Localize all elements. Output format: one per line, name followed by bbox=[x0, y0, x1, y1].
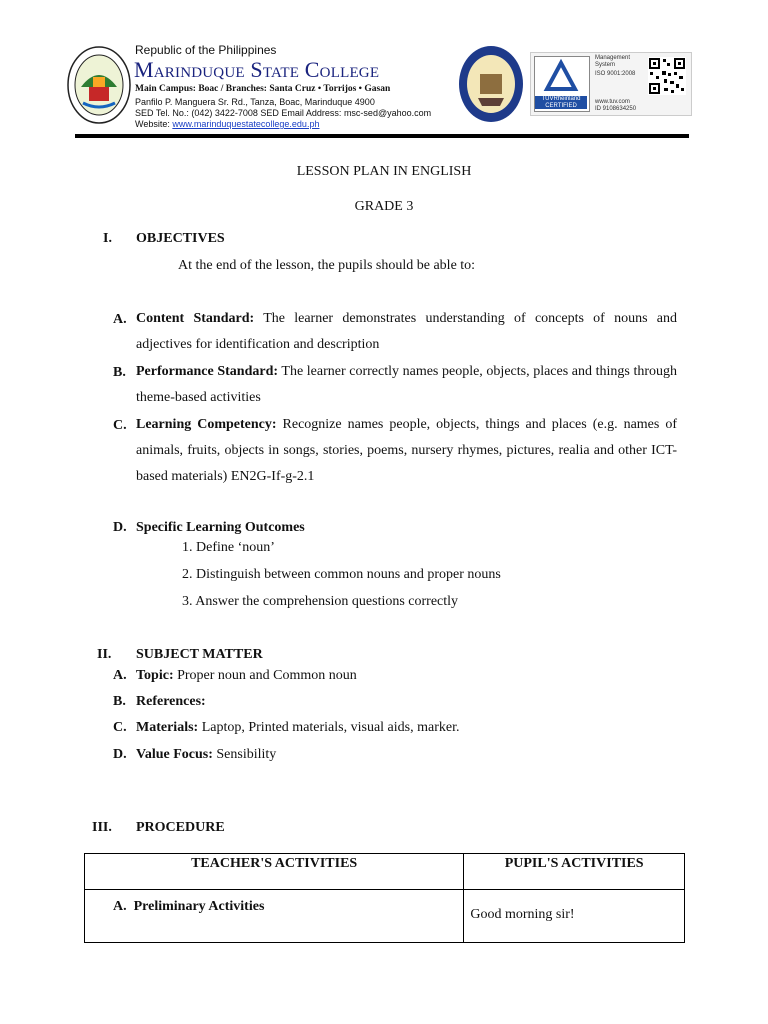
materials-line bbox=[136, 720, 459, 736]
tuv-triangle-icon bbox=[535, 57, 587, 97]
cert-iso: ISO 9001:2008 bbox=[595, 71, 636, 77]
performance-standard bbox=[136, 359, 677, 411]
qr-code-icon bbox=[648, 57, 686, 95]
tuv-name: TÜVRheinland bbox=[541, 96, 581, 102]
grade-title: GRADE 3 bbox=[354, 199, 414, 214]
learning-competency bbox=[136, 412, 677, 490]
materials-letter: C. bbox=[113, 720, 127, 735]
education-seal-logo bbox=[458, 44, 524, 124]
teacher-cell bbox=[85, 890, 464, 943]
learning-competency-letter: C. bbox=[113, 418, 127, 433]
value-focus-line bbox=[136, 747, 276, 763]
learning-competency-text: Recognize names people, objects, things and places (e.g. names of animals, fruits, objects in songs, stories, poems, nursery rhymes, pictures, realia and other ICT-based materials) EN2G-If-g-2.1 bbox=[136, 417, 678, 484]
pupil-cell: Good morning sir! bbox=[464, 890, 685, 943]
tuv-label bbox=[535, 96, 587, 109]
objectives-intro: At the end of the lesson, the pupils should be able to: bbox=[178, 258, 476, 273]
address-line: Panfilo P. Manguera Sr. Rd., Tanza, Boac, Marinduque 4900 bbox=[135, 97, 375, 107]
value-focus-letter: D. bbox=[113, 747, 127, 762]
teacher-cell-letter: A. bbox=[113, 899, 127, 914]
outcome-item: 3. Answer the comprehension questions correctly bbox=[182, 594, 459, 609]
materials-label: Materials: bbox=[136, 720, 199, 735]
topic-line bbox=[136, 668, 357, 684]
subject-matter-numeral: II. bbox=[97, 647, 112, 662]
topic-letter: A. bbox=[113, 668, 127, 683]
outcomes-heading: Specific Learning Outcomes bbox=[136, 520, 305, 535]
procedure-heading: PROCEDURE bbox=[136, 820, 225, 835]
materials-text: Laptop, Printed materials, visual aids, marker. bbox=[201, 720, 460, 735]
campus-list: Main Campus: Boac / Branches: Santa Cruz • Torrijos • Gasan bbox=[135, 84, 391, 94]
content-standard bbox=[136, 306, 677, 358]
cert-id: ID 9108634250 bbox=[595, 106, 637, 112]
value-focus-label: Value Focus: bbox=[136, 747, 213, 762]
website-line bbox=[135, 119, 319, 129]
performance-standard-label: Performance Standard: bbox=[136, 364, 279, 379]
outcomes-letter: D. bbox=[113, 520, 127, 535]
college-seal-logo bbox=[67, 45, 131, 125]
references-label: References: bbox=[136, 694, 206, 709]
table-row bbox=[85, 890, 685, 943]
cert-mgmt-1: Management bbox=[595, 55, 631, 61]
learning-competency-label: Learning Competency: bbox=[136, 417, 277, 432]
lesson-title: LESSON PLAN IN ENGLISH bbox=[296, 164, 472, 179]
college-name: Marinduque State College bbox=[134, 57, 380, 82]
website-link[interactable]: www.marinduquestatecollege.edu.ph bbox=[172, 119, 320, 129]
outcome-item: 1. Define ‘noun’ bbox=[182, 540, 275, 555]
cert-mgmt-2: System bbox=[595, 62, 616, 68]
teacher-cell-text: Preliminary Activities bbox=[133, 899, 265, 914]
table-header-row bbox=[85, 854, 685, 890]
topic-label: Topic: bbox=[136, 668, 174, 683]
performance-standard-text: The learner correctly names people, objects, places and things through theme-based activities bbox=[136, 364, 678, 405]
topic-text: Proper noun and Common noun bbox=[177, 668, 357, 683]
outcome-item: 2. Distinguish between common nouns and proper nouns bbox=[182, 567, 501, 582]
objectives-numeral: I. bbox=[103, 231, 112, 246]
references-letter: B. bbox=[113, 694, 126, 709]
contact-line: SED Tel. No.: (042) 3422-7008 SED Email Address: msc-sed@yahoo.com bbox=[135, 108, 432, 118]
procedure-table bbox=[84, 853, 685, 943]
tuv-status: CERTIFIED bbox=[545, 103, 577, 109]
header-divider bbox=[75, 134, 689, 138]
republic-line: Republic of the Philippines bbox=[135, 43, 277, 57]
references-line bbox=[136, 694, 206, 710]
content-standard-text: The learner demonstrates understanding of concepts of nouns and adjectives for identification and description bbox=[136, 311, 678, 352]
procedure-numeral: III. bbox=[92, 820, 112, 835]
subject-matter-heading: SUBJECT MATTER bbox=[136, 647, 263, 662]
content-standard-letter: A. bbox=[113, 312, 127, 327]
cert-url: www.tuv.com bbox=[595, 99, 630, 105]
teacher-column-header: TEACHER'S ACTIVITIES bbox=[85, 854, 464, 890]
value-focus-text: Sensibility bbox=[216, 747, 277, 762]
performance-standard-letter: B. bbox=[113, 365, 126, 380]
website-label: Website: bbox=[135, 119, 173, 129]
objectives-heading: OBJECTIVES bbox=[136, 231, 225, 246]
pupil-column-header: PUPIL'S ACTIVITIES bbox=[464, 854, 685, 890]
content-standard-label: Content Standard: bbox=[136, 311, 255, 326]
